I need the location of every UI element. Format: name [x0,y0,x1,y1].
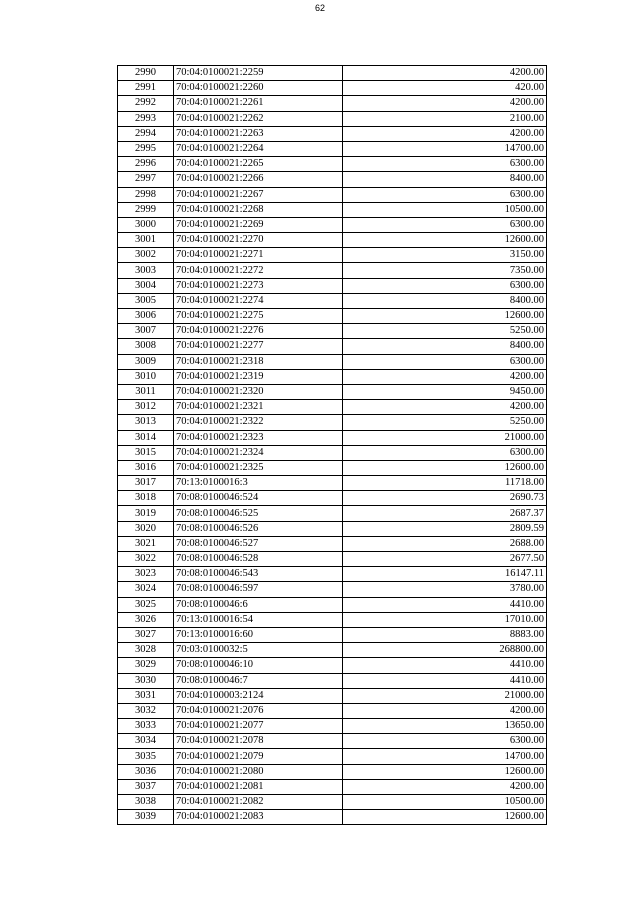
row-number-cell: 3006 [118,309,174,324]
cadastral-number-cell: 70:04:0100021:2259 [174,66,343,81]
table-row [118,202,547,217]
table-row [118,567,547,582]
table-row [118,187,547,202]
table-row [118,612,547,627]
row-number-cell: 2998 [118,187,174,202]
row-number-cell: 3028 [118,643,174,658]
row-number-cell: 3034 [118,734,174,749]
row-number-cell: 2999 [118,202,174,217]
amount-cell: 4200.00 [343,400,547,415]
row-number-cell: 3033 [118,719,174,734]
amount-cell: 6300.00 [343,445,547,460]
amount-cell: 6300.00 [343,354,547,369]
amount-cell: 4200.00 [343,96,547,111]
row-number-cell: 3009 [118,354,174,369]
table-row [118,81,547,96]
cadastral-number-cell: 70:04:0100021:2078 [174,734,343,749]
cadastral-number-cell: 70:13:0100016:54 [174,612,343,627]
amount-cell: 2690.73 [343,491,547,506]
table-row [118,536,547,551]
cadastral-number-cell: 70:04:0100021:2076 [174,703,343,718]
cadastral-number-cell: 70:08:0100046:527 [174,536,343,551]
cadastral-number-cell: 70:04:0100021:2319 [174,369,343,384]
amount-cell: 5250.00 [343,415,547,430]
amount-cell: 5250.00 [343,324,547,339]
row-number-cell: 3026 [118,612,174,627]
row-number-cell: 3030 [118,673,174,688]
table-row [118,627,547,642]
table-row [118,795,547,810]
row-number-cell: 3021 [118,536,174,551]
amount-cell: 9450.00 [343,384,547,399]
amount-cell: 4200.00 [343,126,547,141]
row-number-cell: 3039 [118,810,174,825]
table-row [118,157,547,172]
row-number-cell: 3036 [118,764,174,779]
row-number-cell: 3012 [118,400,174,415]
cadastral-number-cell: 70:04:0100021:2260 [174,81,343,96]
amount-cell: 16147.11 [343,567,547,582]
row-number-cell: 2991 [118,81,174,96]
amount-cell: 10500.00 [343,202,547,217]
cadastral-number-cell: 70:04:0100021:2268 [174,202,343,217]
cadastral-number-cell: 70:04:0100021:2261 [174,96,343,111]
row-number-cell: 3038 [118,795,174,810]
amount-cell: 21000.00 [343,688,547,703]
cadastral-number-cell: 70:04:0100021:2272 [174,263,343,278]
amount-cell: 8883.00 [343,627,547,642]
table-row [118,324,547,339]
row-number-cell: 3017 [118,476,174,491]
table-row [118,415,547,430]
row-number-cell: 3002 [118,248,174,263]
amount-cell: 21000.00 [343,430,547,445]
table-row [118,354,547,369]
row-number-cell: 3019 [118,506,174,521]
cadastral-number-cell: 70:13:0100016:60 [174,627,343,642]
table-row [118,643,547,658]
table-row [118,582,547,597]
table-row [118,126,547,141]
row-number-cell: 3010 [118,369,174,384]
table-row [118,460,547,475]
amount-cell: 10500.00 [343,795,547,810]
row-number-cell: 3029 [118,658,174,673]
cadastral-number-cell: 70:04:0100021:2270 [174,233,343,248]
row-number-cell: 3001 [118,233,174,248]
table-row [118,400,547,415]
cadastral-number-cell: 70:04:0100021:2323 [174,430,343,445]
amount-cell: 4200.00 [343,369,547,384]
row-number-cell: 3025 [118,597,174,612]
amount-cell: 11718.00 [343,476,547,491]
cadastral-number-cell: 70:04:0100021:2081 [174,779,343,794]
row-number-cell: 3011 [118,384,174,399]
amount-cell: 4200.00 [343,703,547,718]
amount-cell: 17010.00 [343,612,547,627]
cadastral-number-cell: 70:04:0100021:2082 [174,795,343,810]
cadastral-number-cell: 70:04:0100003:2124 [174,688,343,703]
table-row [118,521,547,536]
row-number-cell: 3032 [118,703,174,718]
amount-cell: 14700.00 [343,141,547,156]
cadastral-number-cell: 70:04:0100021:2321 [174,400,343,415]
row-number-cell: 3004 [118,278,174,293]
table-row [118,96,547,111]
row-number-cell: 3023 [118,567,174,582]
row-number-cell: 3024 [118,582,174,597]
amount-cell: 7350.00 [343,263,547,278]
table-row [118,491,547,506]
cadastral-number-cell: 70:04:0100021:2324 [174,445,343,460]
amount-cell: 3780.00 [343,582,547,597]
row-number-cell: 2993 [118,111,174,126]
table-row [118,445,547,460]
table-row [118,263,547,278]
table-row [118,369,547,384]
page-number: 62 [314,3,325,13]
table-row [118,764,547,779]
amount-cell: 6300.00 [343,157,547,172]
table-row [118,476,547,491]
cadastral-number-cell: 70:08:0100046:7 [174,673,343,688]
table-row [118,719,547,734]
table-row [118,141,547,156]
amount-cell: 12600.00 [343,810,547,825]
amount-cell: 268800.00 [343,643,547,658]
table-row [118,810,547,825]
table-row [118,597,547,612]
amount-cell: 12600.00 [343,233,547,248]
table-row [118,217,547,232]
data-table [117,65,547,825]
cadastral-number-cell: 70:08:0100046:524 [174,491,343,506]
table-row [118,506,547,521]
table-body [118,66,547,825]
cadastral-number-cell: 70:08:0100046:597 [174,582,343,597]
amount-cell: 420.00 [343,81,547,96]
amount-cell: 2688.00 [343,536,547,551]
amount-cell: 2100.00 [343,111,547,126]
cadastral-number-cell: 70:04:0100021:2318 [174,354,343,369]
amount-cell: 14700.00 [343,749,547,764]
amount-cell: 3150.00 [343,248,547,263]
cadastral-number-cell: 70:04:0100021:2277 [174,339,343,354]
row-number-cell: 2995 [118,141,174,156]
row-number-cell: 3027 [118,627,174,642]
cadastral-number-cell: 70:04:0100021:2273 [174,278,343,293]
amount-cell: 2677.50 [343,552,547,567]
cadastral-number-cell: 70:04:0100021:2274 [174,293,343,308]
amount-cell: 12600.00 [343,460,547,475]
cadastral-number-cell: 70:04:0100021:2276 [174,324,343,339]
table-row [118,688,547,703]
amount-cell: 4200.00 [343,66,547,81]
row-number-cell: 3035 [118,749,174,764]
cadastral-number-cell: 70:08:0100046:6 [174,597,343,612]
amount-cell: 4410.00 [343,658,547,673]
table-row [118,703,547,718]
table-row [118,658,547,673]
cadastral-number-cell: 70:04:0100021:2271 [174,248,343,263]
amount-cell: 8400.00 [343,172,547,187]
cadastral-number-cell: 70:04:0100021:2320 [174,384,343,399]
cadastral-number-cell: 70:04:0100021:2266 [174,172,343,187]
amount-cell: 2809.59 [343,521,547,536]
row-number-cell: 3020 [118,521,174,536]
cadastral-number-cell: 70:04:0100021:2077 [174,719,343,734]
table-row [118,339,547,354]
amount-cell: 12600.00 [343,309,547,324]
table-row [118,309,547,324]
cadastral-number-cell: 70:04:0100021:2275 [174,309,343,324]
cadastral-number-cell: 70:04:0100021:2325 [174,460,343,475]
table-row [118,734,547,749]
cadastral-number-cell: 70:04:0100021:2264 [174,141,343,156]
table-row [118,673,547,688]
table-row [118,430,547,445]
row-number-cell: 3007 [118,324,174,339]
table-row [118,749,547,764]
row-number-cell: 3037 [118,779,174,794]
table-row [118,172,547,187]
row-number-cell: 2996 [118,157,174,172]
cadastral-number-cell: 70:04:0100021:2265 [174,157,343,172]
row-number-cell: 3015 [118,445,174,460]
table-row [118,66,547,81]
row-number-cell: 3003 [118,263,174,278]
cadastral-number-cell: 70:04:0100021:2322 [174,415,343,430]
row-number-cell: 3008 [118,339,174,354]
table-row [118,233,547,248]
table-row [118,384,547,399]
amount-cell: 2687.37 [343,506,547,521]
cadastral-number-cell: 70:04:0100021:2080 [174,764,343,779]
cadastral-number-cell: 70:08:0100046:526 [174,521,343,536]
cadastral-number-cell: 70:08:0100046:525 [174,506,343,521]
row-number-cell: 3016 [118,460,174,475]
row-number-cell: 3013 [118,415,174,430]
row-number-cell: 3000 [118,217,174,232]
cadastral-number-cell: 70:13:0100016:3 [174,476,343,491]
row-number-cell: 3014 [118,430,174,445]
amount-cell: 6300.00 [343,217,547,232]
cadastral-number-cell: 70:04:0100021:2083 [174,810,343,825]
cadastral-number-cell: 70:04:0100021:2079 [174,749,343,764]
amount-cell: 6300.00 [343,187,547,202]
amount-cell: 8400.00 [343,339,547,354]
row-number-cell: 3018 [118,491,174,506]
cadastral-number-cell: 70:08:0100046:528 [174,552,343,567]
amount-cell: 13650.00 [343,719,547,734]
amount-cell: 4410.00 [343,673,547,688]
row-number-cell: 2994 [118,126,174,141]
row-number-cell: 3005 [118,293,174,308]
amount-cell: 12600.00 [343,764,547,779]
amount-cell: 6300.00 [343,278,547,293]
row-number-cell: 2990 [118,66,174,81]
table-row [118,552,547,567]
cadastral-number-cell: 70:04:0100021:2267 [174,187,343,202]
amount-cell: 4410.00 [343,597,547,612]
amount-cell: 8400.00 [343,293,547,308]
cadastral-number-cell: 70:03:0100032:5 [174,643,343,658]
amount-cell: 4200.00 [343,779,547,794]
cadastral-number-cell: 70:08:0100046:543 [174,567,343,582]
cadastral-number-cell: 70:04:0100021:2262 [174,111,343,126]
cadastral-number-cell: 70:04:0100021:2269 [174,217,343,232]
table-row [118,779,547,794]
table-row [118,111,547,126]
row-number-cell: 2997 [118,172,174,187]
amount-cell: 6300.00 [343,734,547,749]
row-number-cell: 3022 [118,552,174,567]
table-row [118,248,547,263]
row-number-cell: 3031 [118,688,174,703]
table-row [118,293,547,308]
row-number-cell: 2992 [118,96,174,111]
cadastral-number-cell: 70:08:0100046:10 [174,658,343,673]
table-row [118,278,547,293]
cadastral-number-cell: 70:04:0100021:2263 [174,126,343,141]
